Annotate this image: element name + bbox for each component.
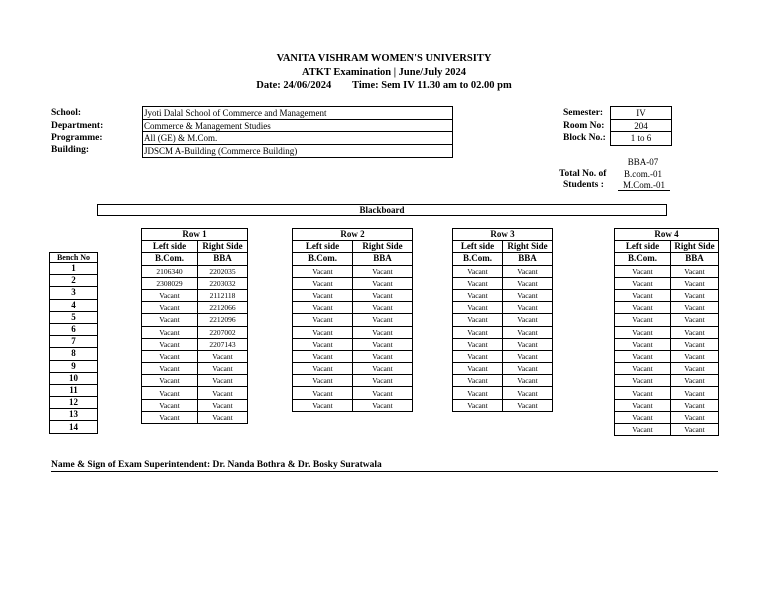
right-seat: Vacant [198, 350, 248, 362]
left-seat: 2308029 [142, 277, 198, 289]
right-seat: Vacant [353, 363, 413, 375]
seat-row [453, 277, 553, 289]
right-seat: Vacant [503, 350, 553, 362]
seat-row [293, 326, 413, 338]
row-title: Row 4 [615, 229, 719, 241]
left-seat: Vacant [142, 387, 198, 399]
right-seat: Vacant [503, 338, 553, 350]
right-programme-header: BBA [503, 253, 553, 265]
seat-row [142, 399, 248, 411]
seat-row [615, 338, 719, 350]
left-seat: Vacant [142, 338, 198, 350]
left-seat: Vacant [453, 399, 503, 411]
seat-row [293, 350, 413, 362]
right-seat: Vacant [671, 411, 719, 423]
right-seat: Vacant [353, 277, 413, 289]
right-seat: Vacant [671, 424, 719, 436]
right-seat: Vacant [198, 363, 248, 375]
right-seat: 2212066 [198, 302, 248, 314]
left-seat: Vacant [615, 338, 671, 350]
seat-row [453, 350, 553, 362]
left-seat: Vacant [293, 289, 353, 301]
right-seat: Vacant [503, 387, 553, 399]
left-seat: Vacant [293, 399, 353, 411]
right-seat: Vacant [671, 387, 719, 399]
seat-row [615, 375, 719, 387]
row-3-table [452, 228, 553, 412]
total-label-line2: Students : [563, 180, 604, 190]
right-seat: Vacant [503, 277, 553, 289]
seat-row [453, 314, 553, 326]
left-seat: Vacant [453, 277, 503, 289]
semester-value: IV [611, 107, 671, 120]
seat-row [293, 338, 413, 350]
seat-row [142, 350, 248, 362]
right-seat: Vacant [503, 314, 553, 326]
left-seat: Vacant [142, 363, 198, 375]
right-seat: Vacant [353, 375, 413, 387]
row-title: Row 2 [293, 229, 413, 241]
seat-row [615, 387, 719, 399]
department-value: Commerce & Management Studies [143, 120, 452, 133]
seat-row [293, 302, 413, 314]
right-seat: Vacant [503, 363, 553, 375]
seat-row [142, 375, 248, 387]
right-seat: 2202035 [198, 265, 248, 277]
total-mcom: M.Com.-01 [618, 180, 670, 191]
right-side-header: Right Side [503, 241, 553, 253]
seat-row [142, 314, 248, 326]
left-seat: Vacant [453, 302, 503, 314]
building-value: JDSCM A-Building (Commerce Building) [144, 145, 298, 156]
seat-row [615, 326, 719, 338]
left-seat: Vacant [293, 338, 353, 350]
bench-number: 7 [50, 336, 98, 348]
left-seat: Vacant [453, 363, 503, 375]
left-seat: Vacant [293, 265, 353, 277]
left-seat: Vacant [615, 411, 671, 423]
exam-title: ATKT Examination | June/July 2024 [301, 67, 467, 78]
right-seat: Vacant [198, 399, 248, 411]
seat-row [615, 302, 719, 314]
left-seat: Vacant [293, 350, 353, 362]
right-seat: Vacant [353, 399, 413, 411]
seat-row [142, 387, 248, 399]
row-2-table [292, 228, 413, 412]
left-seat: Vacant [615, 289, 671, 301]
right-seat: Vacant [671, 326, 719, 338]
left-seat: Vacant [453, 289, 503, 301]
seat-row [142, 363, 248, 375]
bench-number: 4 [50, 299, 98, 311]
bench-number: 14 [50, 421, 98, 433]
seat-row [615, 363, 719, 375]
total-bba: BBA-07 [627, 157, 659, 167]
seat-row [615, 289, 719, 301]
seat-row [142, 265, 248, 277]
right-seat: Vacant [353, 289, 413, 301]
left-seat: Vacant [453, 338, 503, 350]
seat-row [615, 314, 719, 326]
left-seat: Vacant [293, 375, 353, 387]
row-4-table [614, 228, 719, 436]
right-seat: Vacant [671, 289, 719, 301]
left-seat: Vacant [615, 350, 671, 362]
seat-row [615, 399, 719, 411]
seat-row [615, 411, 719, 423]
right-seat: Vacant [671, 302, 719, 314]
right-seat: Vacant [671, 265, 719, 277]
left-seat: Vacant [453, 326, 503, 338]
left-seat: Vacant [142, 289, 198, 301]
seat-row [142, 289, 248, 301]
left-seat: Vacant [293, 314, 353, 326]
row-1-table [141, 228, 248, 424]
left-seat: Vacant [293, 302, 353, 314]
left-seat: Vacant [142, 326, 198, 338]
row-title: Row 3 [453, 229, 553, 241]
right-programme-header: BBA [198, 253, 248, 265]
room-label: Room No: [563, 121, 605, 131]
right-seat: Vacant [671, 338, 719, 350]
left-seat: Vacant [615, 375, 671, 387]
left-seat: Vacant [453, 387, 503, 399]
right-seat: Vacant [671, 399, 719, 411]
seat-row [453, 338, 553, 350]
room-value: 204 [611, 120, 671, 133]
right-seat: Vacant [198, 411, 248, 423]
right-seat: Vacant [353, 326, 413, 338]
left-seat: Vacant [142, 302, 198, 314]
seat-row [453, 326, 553, 338]
bench-number: 11 [50, 384, 98, 396]
left-seat: Vacant [453, 350, 503, 362]
left-seat: Vacant [453, 375, 503, 387]
blackboard: Blackboard [97, 204, 667, 216]
seat-row [293, 399, 413, 411]
bench-header: Bench No [50, 253, 98, 263]
left-seat: Vacant [615, 302, 671, 314]
left-seat: Vacant [293, 277, 353, 289]
row-title: Row 1 [142, 229, 248, 241]
right-seat: Vacant [671, 314, 719, 326]
right-seat: Vacant [198, 387, 248, 399]
bench-number: 13 [50, 409, 98, 421]
left-seat: Vacant [142, 314, 198, 326]
seat-row [142, 277, 248, 289]
left-seat: Vacant [453, 314, 503, 326]
seat-row [453, 289, 553, 301]
bench-number: 3 [50, 287, 98, 299]
right-seat: 2207143 [198, 338, 248, 350]
right-seat: Vacant [503, 289, 553, 301]
superintendent-signature: Name & Sign of Exam Superintendent: Dr. Nanda Bothra & Dr. Bosky Suratwala [51, 460, 718, 472]
left-seat: Vacant [293, 387, 353, 399]
right-seat: Vacant [671, 350, 719, 362]
total-label-line1: Total No. of [559, 169, 607, 179]
right-seat: Vacant [353, 265, 413, 277]
left-seat: Vacant [615, 314, 671, 326]
left-seat: Vacant [615, 277, 671, 289]
semester-label: Semester: [563, 108, 604, 118]
seat-row [453, 363, 553, 375]
right-seat: Vacant [353, 314, 413, 326]
bench-number: 12 [50, 397, 98, 409]
right-seat: 2203032 [198, 277, 248, 289]
seat-row [453, 387, 553, 399]
school-value: Jyoti Dalal School of Commerce and Management [143, 107, 452, 120]
seat-row [142, 338, 248, 350]
right-seat: Vacant [503, 302, 553, 314]
left-programme-header: B.Com. [293, 253, 353, 265]
seat-row [615, 424, 719, 436]
left-seat: Vacant [142, 375, 198, 387]
seat-row [293, 363, 413, 375]
building-label: Building: [51, 145, 90, 155]
right-seat: 2212096 [198, 314, 248, 326]
seat-row [453, 302, 553, 314]
bench-number: 9 [50, 360, 98, 372]
seat-row [615, 265, 719, 277]
block-label: Block No.: [563, 133, 606, 143]
bench-table [49, 252, 98, 434]
seat-row [293, 387, 413, 399]
left-seat: 2106340 [142, 265, 198, 277]
right-seat: Vacant [353, 350, 413, 362]
bench-number: 2 [50, 275, 98, 287]
seat-row [293, 289, 413, 301]
right-seat: Vacant [503, 265, 553, 277]
seat-row [293, 314, 413, 326]
right-seat: Vacant [671, 375, 719, 387]
right-seat: Vacant [671, 277, 719, 289]
right-programme-header: BBA [671, 253, 719, 265]
bench-number: 1 [50, 263, 98, 275]
seat-row [293, 277, 413, 289]
bench-number: 6 [50, 323, 98, 335]
total-bcom: B.com.-01 [624, 169, 662, 179]
seat-row [615, 277, 719, 289]
bench-number: 5 [50, 311, 98, 323]
right-side-header: Right Side [671, 241, 719, 253]
left-programme-header: B.Com. [142, 253, 198, 265]
exam-details-box [610, 106, 672, 146]
left-seat: Vacant [142, 411, 198, 423]
left-seat: Vacant [615, 387, 671, 399]
left-seat: Vacant [615, 424, 671, 436]
right-side-header: Right Side [353, 241, 413, 253]
right-seat: Vacant [671, 363, 719, 375]
left-side-header: Left side [453, 241, 503, 253]
left-seat: Vacant [142, 350, 198, 362]
right-seat: Vacant [353, 387, 413, 399]
left-programme-header: B.Com. [615, 253, 671, 265]
right-seat: Vacant [353, 302, 413, 314]
right-seat: Vacant [503, 375, 553, 387]
right-seat: 2207002 [198, 326, 248, 338]
seat-row [453, 375, 553, 387]
seat-row [293, 265, 413, 277]
seat-row [142, 326, 248, 338]
left-seat: Vacant [293, 363, 353, 375]
university-title: VANITA VISHRAM WOMEN'S UNIVERSITY [276, 53, 492, 64]
right-seat: Vacant [503, 399, 553, 411]
seat-row [293, 375, 413, 387]
seat-row [615, 350, 719, 362]
right-seat: 2112118 [198, 289, 248, 301]
left-seat: Vacant [142, 399, 198, 411]
left-side-header: Left side [293, 241, 353, 253]
bench-number: 10 [50, 372, 98, 384]
left-seat: Vacant [615, 326, 671, 338]
block-value: 1 to 6 [630, 133, 652, 143]
left-seat: Vacant [293, 326, 353, 338]
right-seat: Vacant [503, 326, 553, 338]
left-side-header: Left side [615, 241, 671, 253]
right-seat: Vacant [198, 375, 248, 387]
left-seat: Vacant [615, 399, 671, 411]
left-programme-header: B.Com. [453, 253, 503, 265]
right-seat: Vacant [353, 338, 413, 350]
right-side-header: Right Side [198, 241, 248, 253]
programme-label: Programme: [51, 133, 103, 143]
seat-row [453, 265, 553, 277]
left-side-header: Left side [142, 241, 198, 253]
bench-number: 8 [50, 348, 98, 360]
seat-row [142, 411, 248, 423]
info-box [142, 106, 453, 158]
exam-date-time: Date: 24/06/2024 Time: Sem IV 11.30 am to 02.00 pm [256, 80, 512, 91]
seat-row [142, 302, 248, 314]
department-label: Department: [51, 121, 104, 131]
left-seat: Vacant [453, 265, 503, 277]
school-label: School: [51, 108, 82, 118]
right-programme-header: BBA [353, 253, 413, 265]
left-seat: Vacant [615, 265, 671, 277]
seat-row [453, 399, 553, 411]
programme-value: All (GE) & M.Com. [143, 132, 452, 145]
left-seat: Vacant [615, 363, 671, 375]
